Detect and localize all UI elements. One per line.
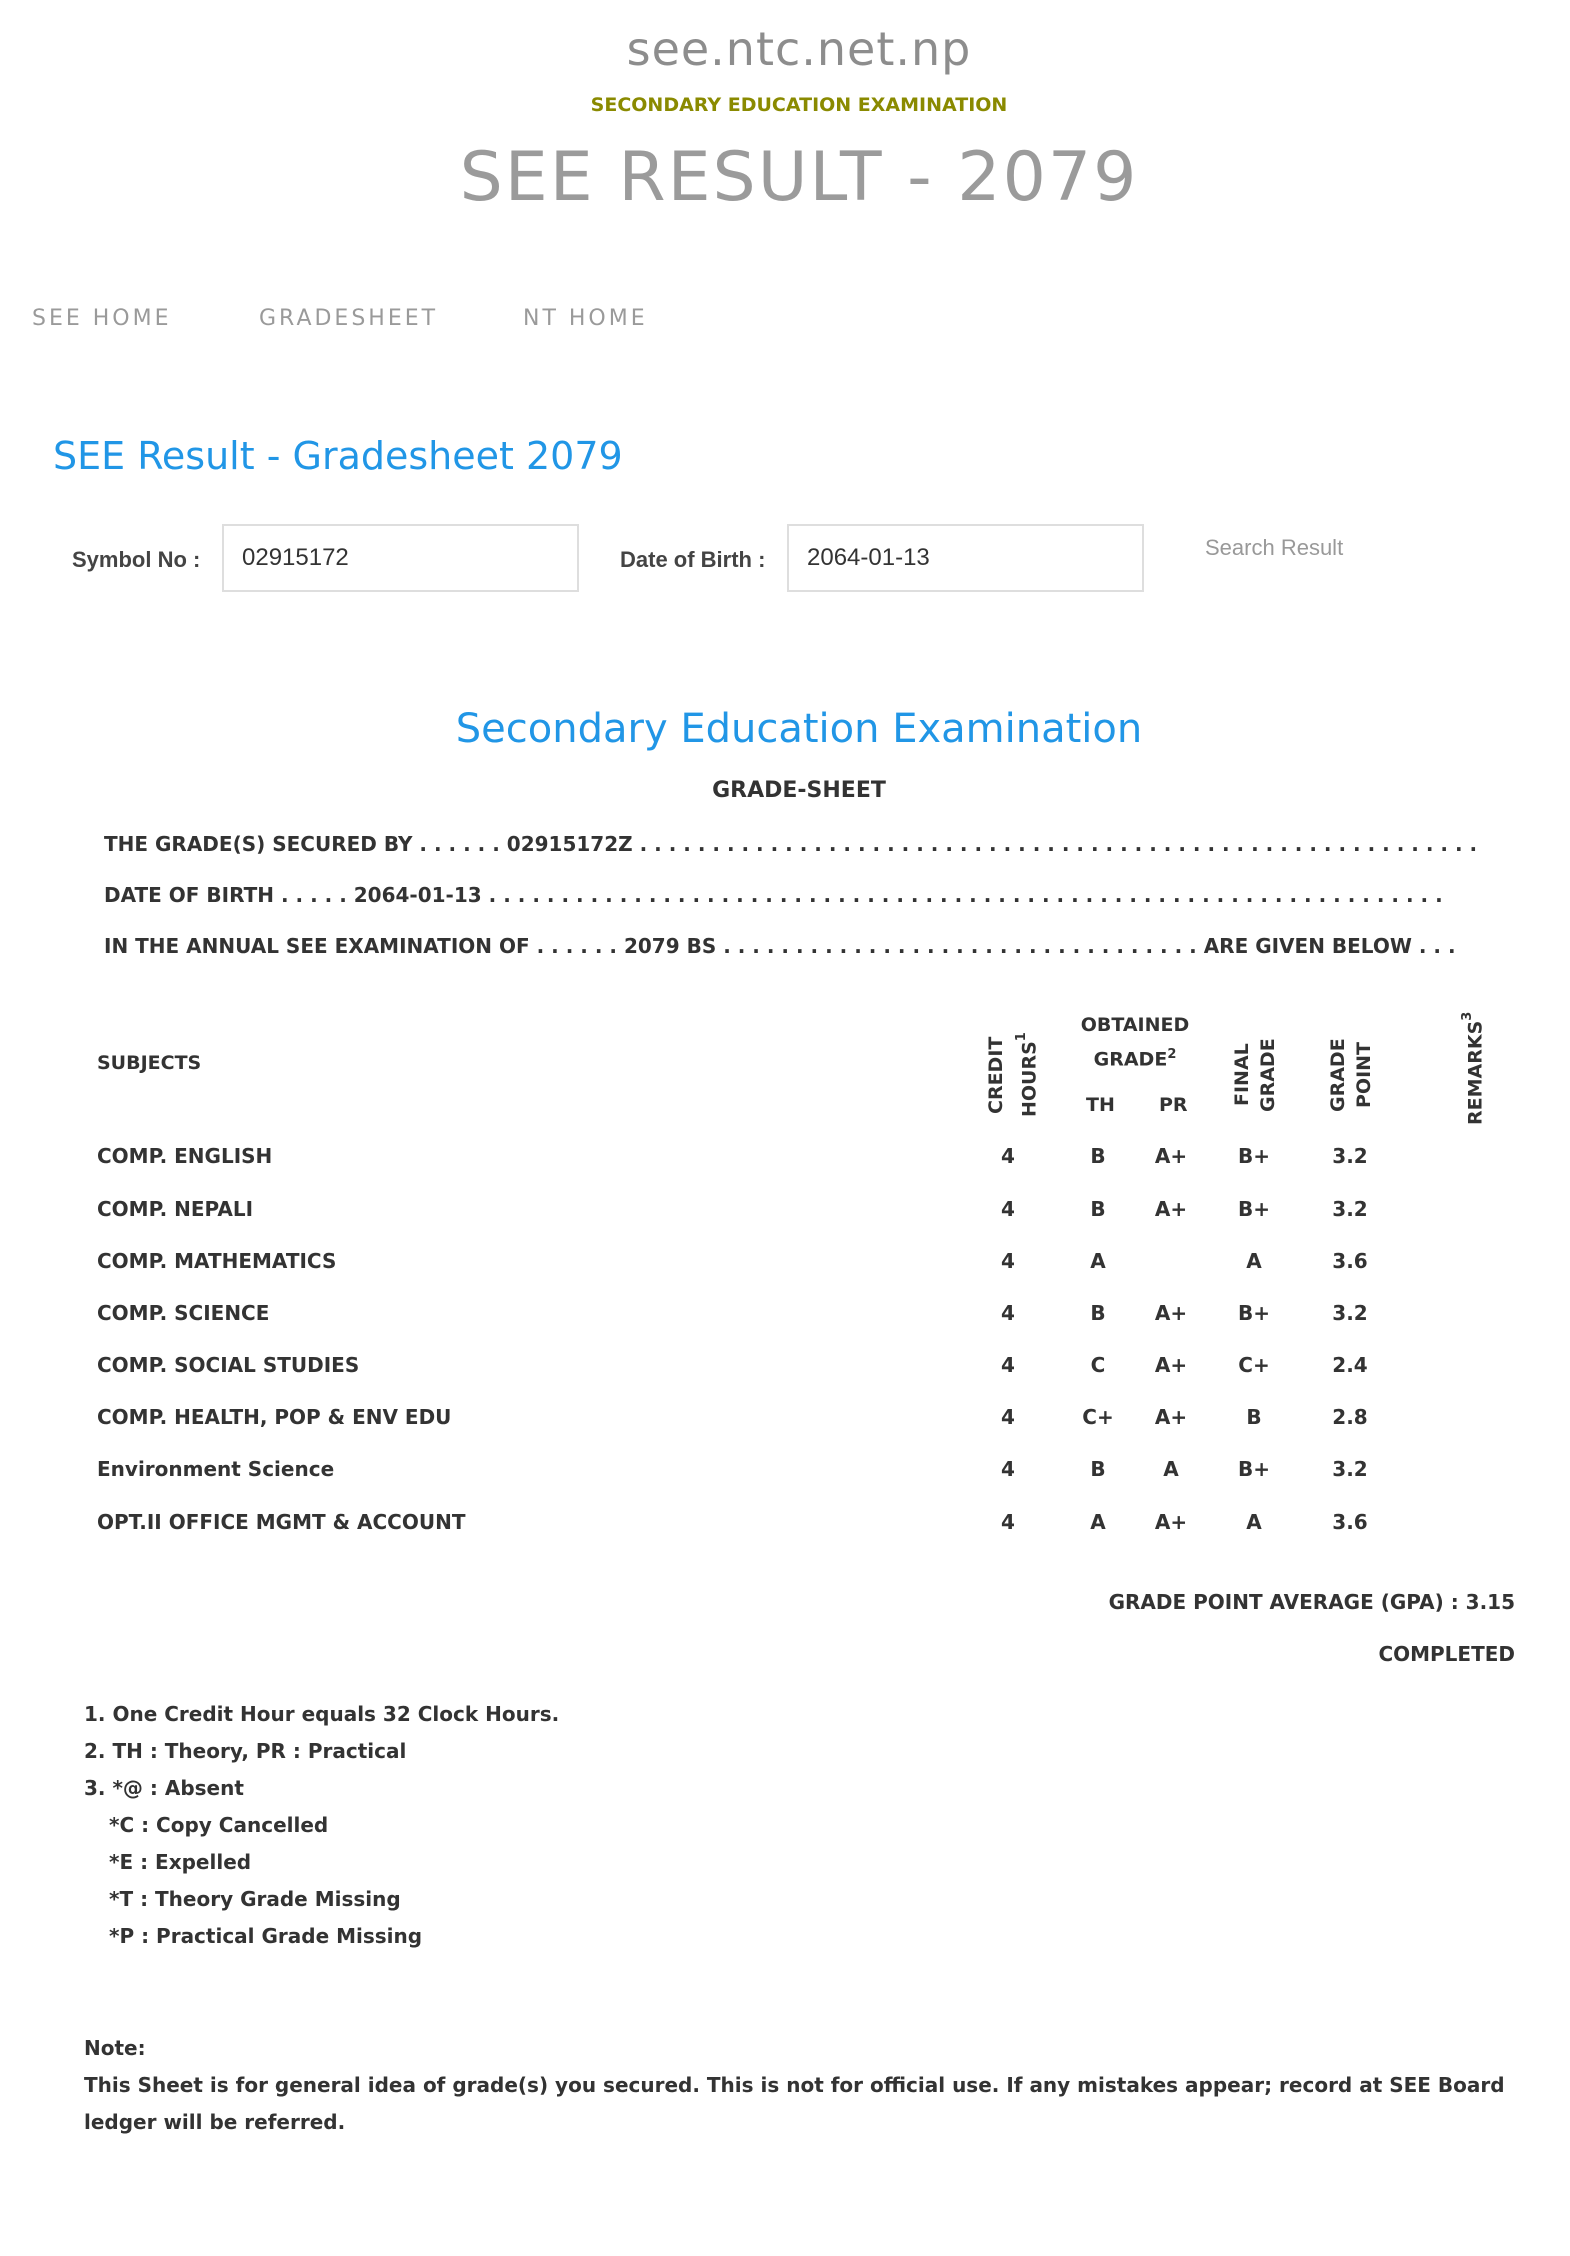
gp-cell: 3.2 [1332, 1144, 1368, 1168]
note-item: 2. TH : Theory, PR : Practical [84, 1739, 407, 1763]
nav-gradesheet[interactable]: GRADESHEET [259, 306, 439, 331]
gp-cell: 3.6 [1332, 1249, 1368, 1273]
gp-cell: 3.2 [1332, 1197, 1368, 1221]
header-obtained-grade: OBTAINED GRADE$^2$ [1080, 1014, 1190, 1071]
note-item: *C : Copy Cancelled [109, 1813, 329, 1837]
sheet-heading: Secondary Education Examination [455, 706, 1143, 752]
pr-cell: A+ [1154, 1301, 1188, 1325]
subject-cell: OPT.II OFFICE MGMT & ACCOUNT [97, 1510, 466, 1534]
final-cell: B+ [1237, 1197, 1270, 1221]
subject-cell: Environment Science [97, 1457, 335, 1481]
gp-cell: 2.8 [1332, 1405, 1368, 1429]
subject-cell: COMP. SOCIAL STUDIES [97, 1353, 360, 1377]
header-subjects: SUBJECTS [97, 1052, 202, 1074]
credit-cell: 4 [1001, 1457, 1015, 1481]
final-cell: B [1246, 1405, 1262, 1429]
gp-cell: 2.4 [1332, 1353, 1368, 1377]
th-cell: C+ [1082, 1405, 1114, 1429]
site-title: see.ntc.net.np [626, 22, 972, 76]
gp-cell: 3.2 [1332, 1301, 1368, 1325]
subject-cell: COMP. MATHEMATICS [97, 1249, 337, 1273]
table-row [0, 1510, 1570, 1540]
subject-cell: COMP. NEPALI [97, 1197, 254, 1221]
table-row [0, 1301, 1570, 1331]
final-cell: A [1246, 1249, 1262, 1273]
pr-cell: A+ [1154, 1405, 1188, 1429]
credit-cell: 4 [1001, 1249, 1015, 1273]
header-credit-hours: CREDIT HOURS$^1$ [985, 1032, 1041, 1118]
th-cell: C [1090, 1353, 1106, 1377]
site-subtitle: SECONDARY EDUCATION EXAMINATION [590, 94, 1008, 116]
page-title: SEE Result - Gradesheet 2079 [53, 434, 623, 478]
table-row [0, 1144, 1570, 1174]
credit-cell: 4 [1001, 1405, 1015, 1429]
final-cell: A [1246, 1510, 1262, 1534]
credit-cell: 4 [1001, 1197, 1015, 1221]
nav-see-home[interactable]: SEE HOME [32, 306, 172, 331]
th-cell: B [1090, 1301, 1106, 1325]
gp-cell: 3.6 [1332, 1510, 1368, 1534]
subject-cell: COMP. ENGLISH [97, 1144, 273, 1168]
header-final-grade: FINAL GRADE [1231, 1038, 1279, 1112]
final-cell: B+ [1237, 1144, 1270, 1168]
pr-cell: A+ [1154, 1353, 1188, 1377]
sheet-subheading: GRADE-SHEET [712, 778, 886, 803]
table-row [0, 1457, 1570, 1487]
note-item: *P : Practical Grade Missing [109, 1924, 423, 1948]
final-cell: C+ [1238, 1353, 1270, 1377]
pr-cell: A+ [1154, 1144, 1188, 1168]
gp-cell: 3.2 [1332, 1457, 1368, 1481]
dob-input[interactable] [787, 524, 1144, 592]
gpa-summary: GRADE POINT AVERAGE (GPA) : 3.15 [1108, 1590, 1515, 1614]
th-cell: A [1090, 1510, 1106, 1534]
dob-line: DATE OF BIRTH . . . . . 2064-01-13 . . . . . . . . . . . . . . . . . . . . . . . . . . . . . . . . . . . . . . . . . . . . . . . . . . . . . . . . . . . . . . . . . . [104, 883, 1443, 907]
table-row [0, 1405, 1570, 1435]
header-grade-point: GRADE POINT [1327, 1038, 1375, 1112]
dob-label: Date of Birth : [620, 547, 766, 572]
table-row [0, 1197, 1570, 1227]
exam-line: IN THE ANNUAL SEE EXAMINATION OF . . . . . . 2079 BS . . . . . . . . . . . . . . . . . . . . . . . . . . . . . . . . . ARE GIVEN BELOW . . . [104, 934, 1456, 958]
disclaimer [84, 2030, 1524, 2141]
symbol-label: Symbol No : [72, 547, 201, 572]
secured-by-line: THE GRADE(S) SECURED BY . . . . . . 02915172Z . . . . . . . . . . . . . . . . . . . . . . . . . . . . . . . . . . . . . . . . . . . . . . . . . . . . . . . . . . [104, 832, 1478, 856]
pr-cell: A+ [1154, 1510, 1188, 1534]
th-cell: B [1090, 1144, 1106, 1168]
status-text: COMPLETED [1378, 1642, 1515, 1666]
header-remarks: REMARKS$^3$ [1460, 1011, 1487, 1125]
header-th: TH [1086, 1094, 1115, 1116]
th-cell: B [1090, 1197, 1106, 1221]
final-cell: B+ [1237, 1457, 1270, 1481]
legend-notes [84, 1696, 559, 1955]
credit-cell: 4 [1001, 1510, 1015, 1534]
disclaimer-text: This Sheet is for general idea of grade(s) you secured. This is not for official use. If any mistakes appear; record at SEE Board ledger will be referred. [84, 2073, 1505, 2134]
note-item: 3. *@ : Absent [84, 1776, 244, 1800]
th-cell: A [1090, 1249, 1106, 1273]
disclaimer-label: Note: [84, 2036, 146, 2060]
note-item: *T : Theory Grade Missing [109, 1887, 401, 1911]
credit-cell: 4 [1001, 1353, 1015, 1377]
note-item: *E : Expelled [109, 1850, 252, 1874]
note-item: 1. One Credit Hour equals 32 Clock Hours. [84, 1702, 560, 1726]
symbol-input[interactable] [222, 524, 579, 592]
th-cell: B [1090, 1457, 1106, 1481]
subject-cell: COMP. SCIENCE [97, 1301, 270, 1325]
credit-cell: 4 [1001, 1144, 1015, 1168]
search-result-button[interactable]: Search Result [1205, 535, 1344, 560]
subject-cell: COMP. HEALTH, POP & ENV EDU [97, 1405, 452, 1429]
header-pr: PR [1159, 1094, 1188, 1116]
table-row [0, 1353, 1570, 1383]
pr-cell: A+ [1154, 1197, 1188, 1221]
table-row [0, 1249, 1570, 1279]
site-heading: SEE RESULT - 2079 [459, 138, 1139, 217]
credit-cell: 4 [1001, 1301, 1015, 1325]
final-cell: B+ [1237, 1301, 1270, 1325]
nav-nt-home[interactable]: NT HOME [523, 306, 648, 331]
pr-cell: A [1163, 1457, 1179, 1481]
